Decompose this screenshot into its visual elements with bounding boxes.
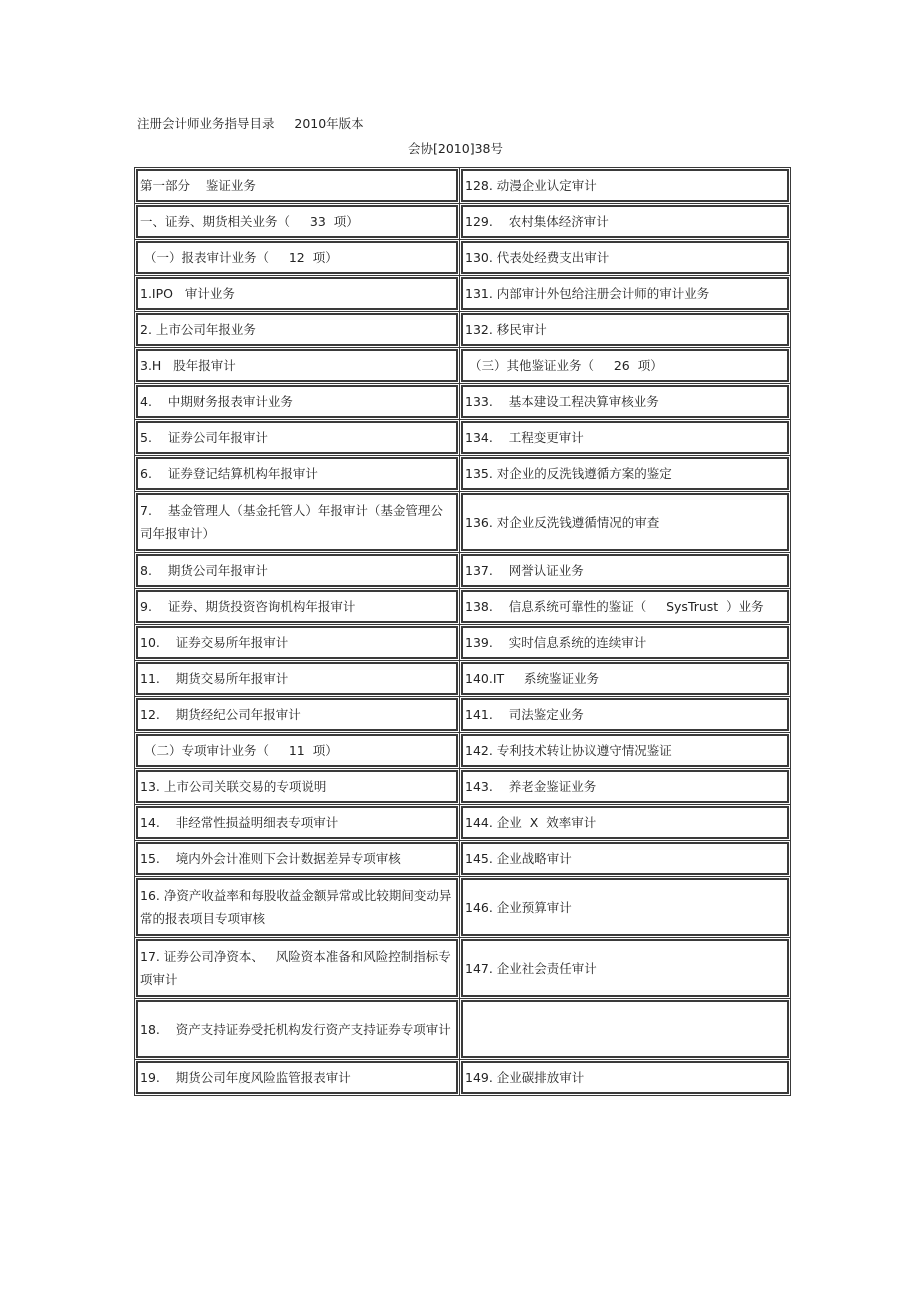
table-row: [136, 1061, 789, 1094]
table-cell-left: 11. 期货交易所年报审计: [136, 662, 458, 695]
table-cell-left: 10. 证券交易所年报审计: [136, 626, 458, 659]
table-cell-right: 147. 企业社会责任审计: [461, 939, 789, 997]
table-cell-left: 4. 中期财务报表审计业务: [136, 385, 458, 418]
table-cell-left: 18. 资产支持证券受托机构发行资产支持证券专项审计: [136, 1000, 458, 1058]
directory-table-body: [136, 169, 789, 1094]
table-row: [136, 806, 789, 839]
table-row: [136, 939, 789, 997]
table-cell-left: 7. 基金管理人（基金托管人）年报审计（基金管理公司年报审计）: [136, 493, 458, 551]
table-cell-right: 128. 动漫企业认定审计: [461, 169, 789, 202]
table-row: [136, 493, 789, 551]
table-row: [136, 241, 789, 274]
table-cell-right: 130. 代表处经费支出审计: [461, 241, 789, 274]
table-cell-right: 132. 移民审计: [461, 313, 789, 346]
table-cell-right: [461, 1000, 789, 1058]
table-row: [136, 169, 789, 202]
table-row: [136, 842, 789, 875]
table-cell-right: 142. 专利技术转让协议遵守情况鉴证: [461, 734, 789, 767]
table-row: [136, 421, 789, 454]
table-cell-left: 9. 证券、期货投资咨询机构年报审计: [136, 590, 458, 623]
table-cell-left: 16. 净资产收益率和每股收益金额异常或比较期间变动异常的报表项目专项审核: [136, 878, 458, 936]
table-cell-right: 133. 基本建设工程决算审核业务: [461, 385, 789, 418]
table-cell-left: 12. 期货经纪公司年报审计: [136, 698, 458, 731]
table-cell-left: 3.H 股年报审计: [136, 349, 458, 382]
table-cell-left: 15. 境内外会计准则下会计数据差异专项审核: [136, 842, 458, 875]
table-row: [136, 626, 789, 659]
table-row: [136, 590, 789, 623]
table-cell-left: 19. 期货公司年度风险监管报表审计: [136, 1061, 458, 1094]
table-row: [136, 277, 789, 310]
table-cell-left: （一）报表审计业务（ 12 项）: [136, 241, 458, 274]
table-row: [136, 457, 789, 490]
document-number: 会协[2010]38号: [408, 141, 503, 156]
table-row: [136, 662, 789, 695]
table-cell-right: 135. 对企业的反洗钱遵循方案的鉴定: [461, 457, 789, 490]
table-row: [136, 770, 789, 803]
table-cell-right: （三）其他鉴证业务（ 26 项）: [461, 349, 789, 382]
directory-table: [133, 166, 792, 1097]
table-cell-right: 136. 对企业反洗钱遵循情况的审查: [461, 493, 789, 551]
table-cell-right: 139. 实时信息系统的连续审计: [461, 626, 789, 659]
table-row: [136, 349, 789, 382]
table-cell-right: 134. 工程变更审计: [461, 421, 789, 454]
table-row: [136, 1000, 789, 1058]
table-cell-left: 13. 上市公司关联交易的专项说明: [136, 770, 458, 803]
table-cell-right: 131. 内部审计外包给注册会计师的审计业务: [461, 277, 789, 310]
table-row: [136, 698, 789, 731]
table-cell-left: 8. 期货公司年报审计: [136, 554, 458, 587]
table-cell-left: 14. 非经常性损益明细表专项审计: [136, 806, 458, 839]
document-title: 注册会计师业务指导目录 2010年版本: [137, 116, 364, 131]
table-cell-left: 6. 证券登记结算机构年报审计: [136, 457, 458, 490]
table-cell-left: 一、证券、期货相关业务（ 33 项）: [136, 205, 458, 238]
table-cell-left: 2. 上市公司年报业务: [136, 313, 458, 346]
table-cell-right: 129. 农村集体经济审计: [461, 205, 789, 238]
table-cell-left: 5. 证券公司年报审计: [136, 421, 458, 454]
table-cell-left: （二）专项审计业务（ 11 项）: [136, 734, 458, 767]
table-cell-right: 138. 信息系统可靠性的鉴证（ SysTrust ）业务: [461, 590, 789, 623]
table-cell-right: 144. 企业 X 效率审计: [461, 806, 789, 839]
table-row: [136, 313, 789, 346]
table-cell-right: 146. 企业预算审计: [461, 878, 789, 936]
table-cell-right: 143. 养老金鉴证业务: [461, 770, 789, 803]
table-cell-right: 145. 企业战略审计: [461, 842, 789, 875]
table-cell-left: 第一部分 鉴证业务: [136, 169, 458, 202]
table-cell-right: 141. 司法鉴定业务: [461, 698, 789, 731]
table-cell-right: 137. 网誉认证业务: [461, 554, 789, 587]
table-cell-right: 140.IT 系统鉴证业务: [461, 662, 789, 695]
table-cell-right: 149. 企业碳排放审计: [461, 1061, 789, 1094]
table-row: [136, 554, 789, 587]
table-cell-left: 17. 证券公司净资本、 风险资本准备和风险控制指标专项审计: [136, 939, 458, 997]
table-cell-left: 1.IPO 审计业务: [136, 277, 458, 310]
table-row: [136, 734, 789, 767]
table-row: [136, 385, 789, 418]
table-row: [136, 878, 789, 936]
table-row: [136, 205, 789, 238]
